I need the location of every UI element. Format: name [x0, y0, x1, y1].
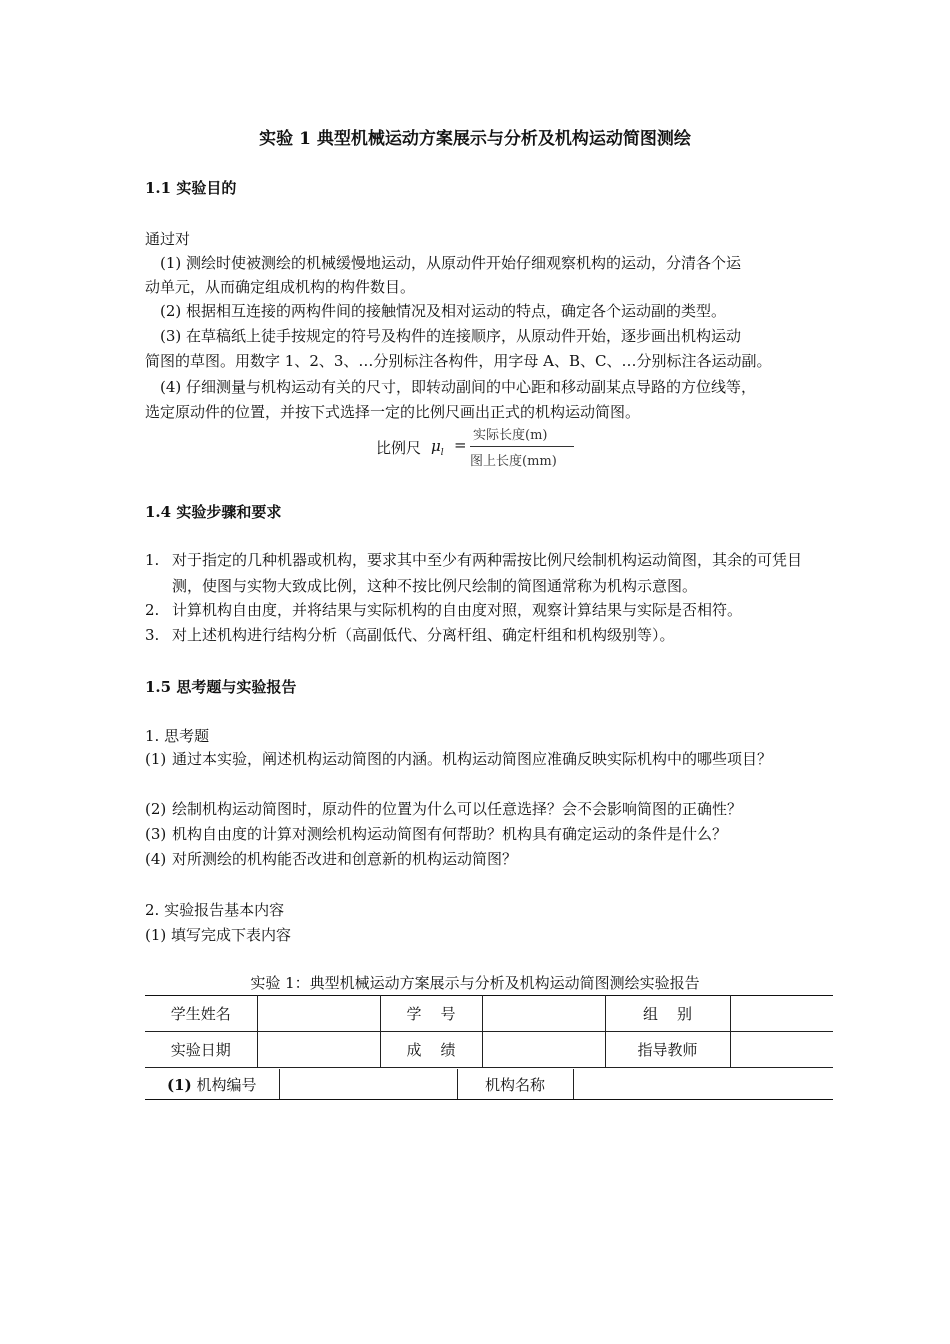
mechanism-number-field[interactable]	[279, 1069, 457, 1100]
report-table	[145, 995, 833, 1068]
question-item: (3) 机构自由度的计算对测绘机构运动简图有何帮助？机构具有确定运动的条件是什么？	[145, 825, 728, 843]
objective-intro: 通过对	[145, 230, 191, 248]
label-score: 成 绩	[380, 1032, 482, 1068]
section-heading-questions: 1.5 思考题与实验报告	[145, 678, 297, 696]
list-item: 2. 计算机构自由度，并将结果与实际机构的自由度对照，观察计算结果与实际是否相符。	[145, 601, 743, 619]
mechanism-table	[145, 1069, 833, 1100]
question-item: (4) 对所测绘的机构能否改进和创意新的机构运动简图？	[145, 850, 518, 868]
objective-p4-line2: 选定原动件的位置，并按下式选择一定的比例尺画出正式的机构运动简图。	[145, 403, 641, 421]
page-title: 实验 1 典型机械运动方案展示与分析及机构运动简图测绘	[259, 129, 691, 149]
question-item: (1) 通过本实验，阐述机构运动简图的内涵。机构运动简图应准确反映实际机构中的哪些项目？	[145, 750, 773, 768]
label-student-name: 学生姓名	[145, 996, 257, 1032]
mechanism-name-field[interactable]	[573, 1069, 833, 1100]
experiment-date-field[interactable]	[257, 1032, 380, 1068]
student-id-field[interactable]	[482, 996, 605, 1032]
objective-p4-line1: (4) 仔细测量与机构运动有关的尺寸，即转动副间的中心距和移动副某点导路的方位线等，	[160, 378, 757, 396]
label-mechanism-number: (1) 机构编号	[145, 1069, 279, 1100]
label-group: 组 别	[605, 996, 730, 1032]
table-row	[145, 996, 833, 1032]
label-instructor: 指导教师	[605, 1032, 730, 1068]
formula-numerator: 实际长度(m)	[473, 428, 548, 443]
formula-label: 比例尺	[376, 439, 422, 457]
objective-p3-line2: 简图的草图。用数字 1、2、3、…分别标注各构件，用字母 A、B、C、…分别标注各运动副。	[145, 352, 772, 370]
formula-symbol: $\mu_l$	[431, 437, 444, 458]
formula-denominator: 图上长度(mm)	[470, 454, 557, 469]
question-item: (2) 绘制机构运动简图时，原动件的位置为什么可以任意选择？会不会影响简图的正确性？	[145, 800, 743, 818]
formula-equals: =	[454, 436, 467, 454]
instructor-field[interactable]	[730, 1032, 833, 1068]
table-row	[145, 1032, 833, 1068]
label-experiment-date: 实验日期	[145, 1032, 257, 1068]
score-field[interactable]	[482, 1032, 605, 1068]
objective-p1-line1: (1) 测绘时使被测绘的机械缓慢地运动，从原动件开始仔细观察机构的运动，分清各个运	[160, 254, 742, 272]
section-heading-objective: 1.1 实验目的	[145, 179, 237, 197]
label-mechanism-name: 机构名称	[457, 1069, 573, 1100]
table-caption: 实验 1：典型机械运动方案展示与分析及机构运动简图测绘实验报告	[250, 974, 700, 992]
objective-p1-line2: 动单元，从而确定组成机构的构件数目。	[145, 278, 416, 296]
section-heading-steps: 1.4 实验步骤和要求	[145, 503, 282, 521]
label-student-id: 学 号	[380, 996, 482, 1032]
questions-heading: 1. 思考题	[145, 727, 210, 745]
fraction-bar	[470, 446, 574, 447]
list-item: 1. 对于指定的几种机器或机构，要求其中至少有两种需按比例尺绘制机构运动简图，其余的可凭目测，使图与实物大致成比例，这种不按比例尺绘制的简图通常称为机构示意图。	[145, 551, 803, 595]
objective-p3-line1: (3) 在草稿纸上徒手按规定的符号及构件的连接顺序，从原动件开始，逐步画出机构运动	[160, 327, 742, 345]
table-row	[145, 1069, 833, 1100]
list-item: 3. 对上述机构进行结构分析（高副低代、分离杆组、确定杆组和机构级别等）。	[145, 626, 675, 644]
objective-p2: (2) 根据相互连接的两构件间的接触情况及相对运动的特点，确定各个运动副的类型。	[160, 302, 727, 320]
group-field[interactable]	[730, 996, 833, 1032]
scale-formula	[376, 424, 596, 470]
report-heading: 2. 实验报告基本内容	[145, 901, 285, 919]
student-name-field[interactable]	[257, 996, 380, 1032]
mechanism-number-text: 机构编号	[196, 1075, 257, 1094]
report-subheading: (1) 填写完成下表内容	[145, 926, 292, 944]
